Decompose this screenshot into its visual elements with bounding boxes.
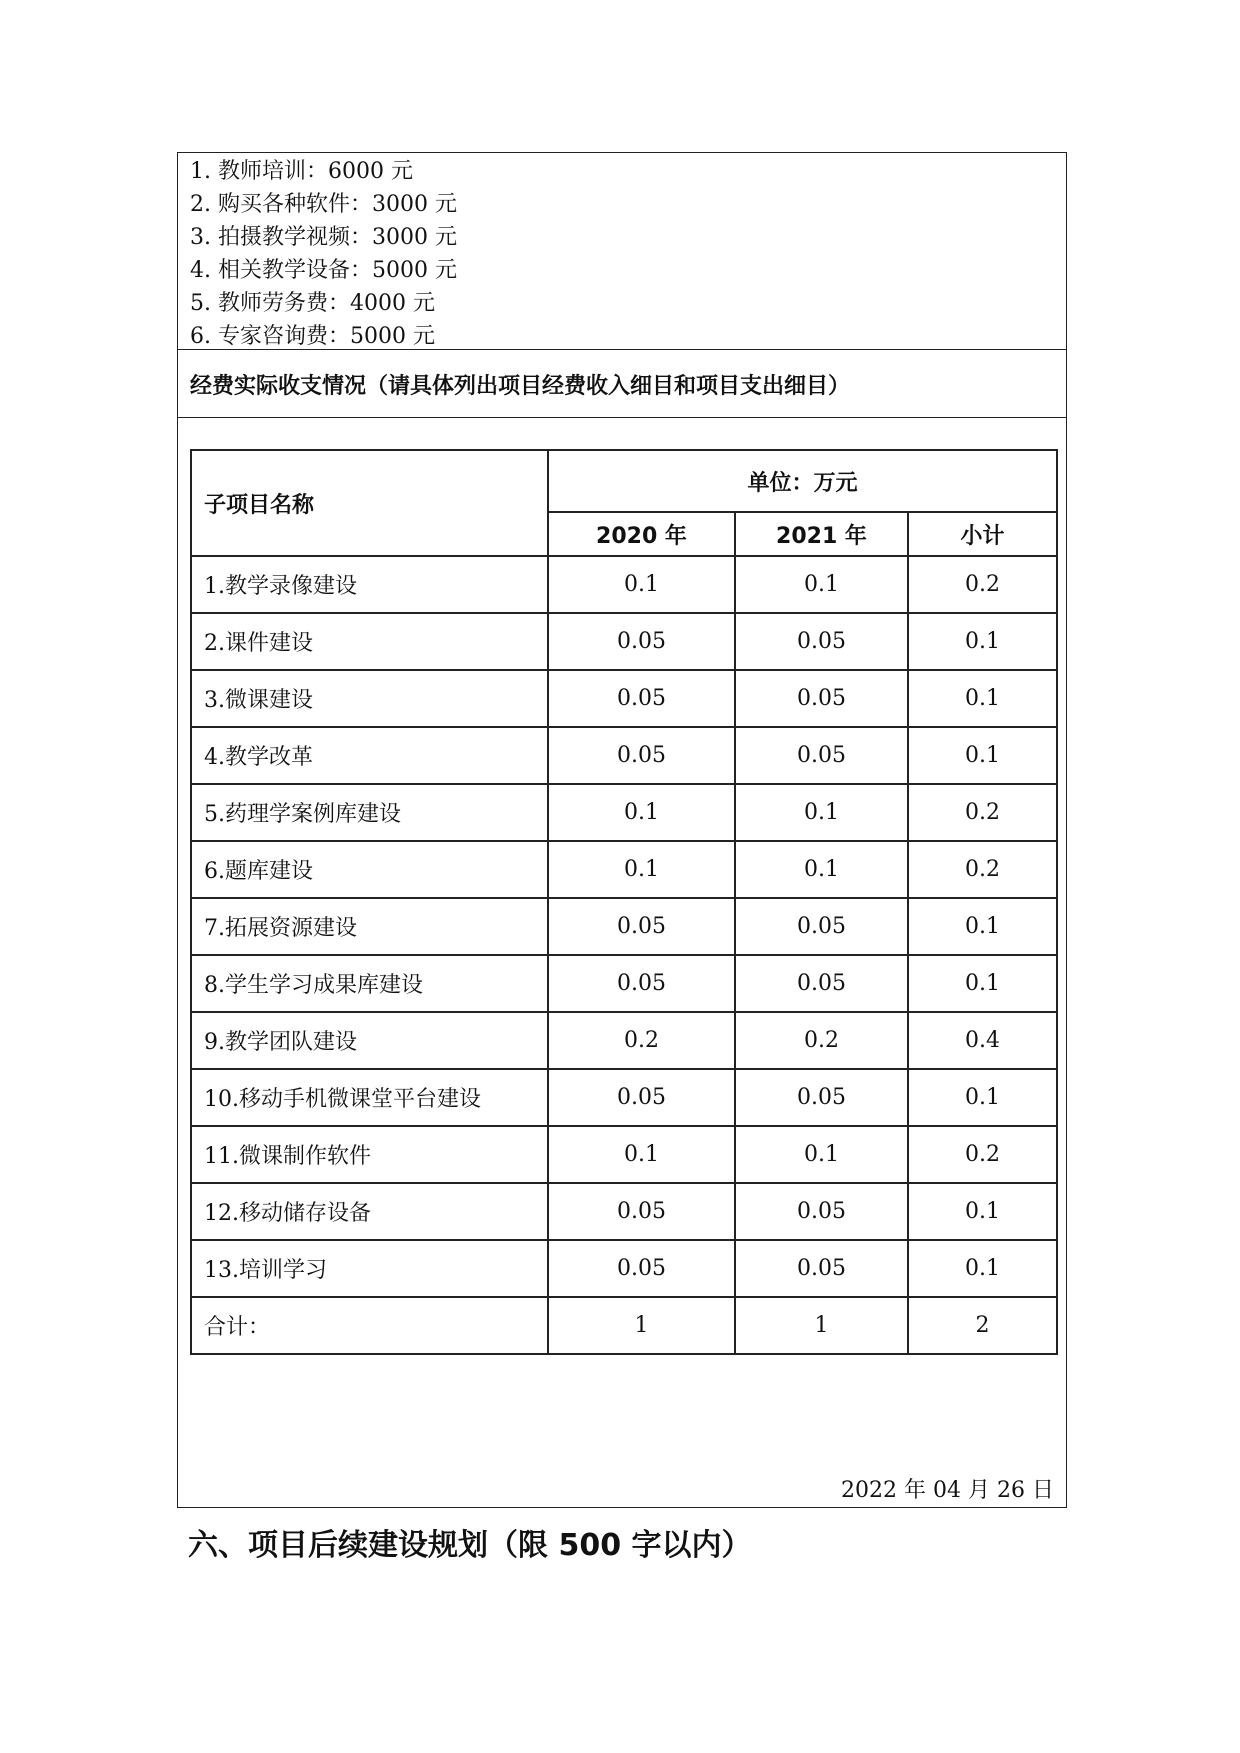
table-row — [191, 1240, 1057, 1297]
cell-2020: 0.1 — [548, 1126, 735, 1183]
table-row — [191, 670, 1057, 727]
cell-2020: 0.1 — [548, 556, 735, 613]
cell-2021: 0.1 — [735, 784, 908, 841]
cell-2020: 0.1 — [548, 841, 735, 898]
table-row — [191, 1069, 1057, 1126]
cell-name: 11.微课制作软件 — [191, 1126, 548, 1183]
header-2021: 2021 年 — [735, 512, 908, 556]
cell-subtotal: 0.1 — [908, 898, 1057, 955]
budget-plan-list — [190, 155, 457, 353]
budget-item: 1. 教师培训：6000 元 — [190, 159, 413, 184]
budget-item: 3. 拍摄教学视频：3000 元 — [190, 225, 457, 250]
cell-subtotal: 0.2 — [908, 784, 1057, 841]
table-row — [191, 784, 1057, 841]
budget-item: 5. 教师劳务费：4000 元 — [190, 291, 435, 316]
table-row — [191, 613, 1057, 670]
cell-2021: 0.05 — [735, 613, 908, 670]
cell-2020: 0.05 — [548, 955, 735, 1012]
cell-subtotal: 0.1 — [908, 1069, 1057, 1126]
cell-2020: 0.1 — [548, 784, 735, 841]
cell-subtotal: 0.1 — [908, 1183, 1057, 1240]
table-row — [191, 1183, 1057, 1240]
cell-subtotal: 0.1 — [908, 613, 1057, 670]
cell-subtotal: 0.1 — [908, 1240, 1057, 1297]
cell-subtotal: 0.1 — [908, 955, 1057, 1012]
header-subproject-name: 子项目名称 — [191, 450, 548, 556]
cell-2020: 0.05 — [548, 1240, 735, 1297]
cell-2021: 0.05 — [735, 955, 908, 1012]
cell-name: 2.课件建设 — [191, 613, 548, 670]
report-date: 2022 年 04 月 26 日 — [841, 1478, 1054, 1503]
table-row — [191, 898, 1057, 955]
total-row — [191, 1297, 1057, 1354]
cell-name: 4.教学改革 — [191, 727, 548, 784]
header-2020: 2020 年 — [548, 512, 735, 556]
form-frame — [177, 152, 1067, 1508]
cell-2021: 0.05 — [735, 1240, 908, 1297]
divider — [178, 349, 1066, 350]
cell-2020: 0.05 — [548, 670, 735, 727]
cell-name: 7.拓展资源建设 — [191, 898, 548, 955]
cell-subtotal: 0.2 — [908, 556, 1057, 613]
cell-2021: 0.1 — [735, 841, 908, 898]
cell-2020: 0.05 — [548, 898, 735, 955]
expenditure-table — [190, 449, 1058, 1355]
cell-subtotal: 0.1 — [908, 670, 1057, 727]
cell-2020: 0.05 — [548, 1069, 735, 1126]
cell-name: 8.学生学习成果库建设 — [191, 955, 548, 1012]
header-subtotal: 小计 — [908, 512, 1057, 556]
cell-2021: 0.05 — [735, 1183, 908, 1240]
cell-name: 13.培训学习 — [191, 1240, 548, 1297]
budget-item: 2. 购买各种软件：3000 元 — [190, 192, 457, 217]
cell-2020: 0.05 — [548, 613, 735, 670]
cell-subtotal: 0.2 — [908, 1126, 1057, 1183]
cell-name: 9.教学团队建设 — [191, 1012, 548, 1069]
cell-2021: 0.05 — [735, 1069, 908, 1126]
table-row — [191, 841, 1057, 898]
cell-total-2021: 1 — [735, 1297, 908, 1354]
cell-2021: 0.05 — [735, 727, 908, 784]
cell-2021: 0.05 — [735, 898, 908, 955]
cell-2020: 0.05 — [548, 1183, 735, 1240]
cell-name: 6.题库建设 — [191, 841, 548, 898]
cell-total-subtotal: 2 — [908, 1297, 1057, 1354]
header-unit: 单位：万元 — [548, 450, 1057, 512]
budget-item: 4. 相关教学设备：5000 元 — [190, 258, 457, 283]
cell-subtotal: 0.1 — [908, 727, 1057, 784]
cell-subtotal: 0.4 — [908, 1012, 1057, 1069]
cell-2021: 0.1 — [735, 1126, 908, 1183]
budget-item: 6. 专家咨询费：5000 元 — [190, 324, 435, 349]
cell-2020: 0.05 — [548, 727, 735, 784]
cell-2021: 0.1 — [735, 556, 908, 613]
table-row — [191, 955, 1057, 1012]
cell-total-2020: 1 — [548, 1297, 735, 1354]
cell-2021: 0.05 — [735, 670, 908, 727]
table-row — [191, 556, 1057, 613]
next-section-heading: 六、项目后续建设规划（限 500 字以内） — [188, 1528, 752, 1563]
table-row — [191, 1012, 1057, 1069]
cell-subtotal: 0.2 — [908, 841, 1057, 898]
section-heading: 经费实际收支情况（请具体列出项目经费收入细目和项目支出细目） — [190, 374, 851, 399]
cell-name: 10.移动手机微课堂平台建设 — [191, 1069, 548, 1126]
cell-name: 1.教学录像建设 — [191, 556, 548, 613]
cell-total-label: 合计： — [191, 1297, 548, 1354]
table-row — [191, 1126, 1057, 1183]
divider — [178, 417, 1066, 418]
cell-2021: 0.2 — [735, 1012, 908, 1069]
cell-name: 12.移动储存设备 — [191, 1183, 548, 1240]
cell-2020: 0.2 — [548, 1012, 735, 1069]
cell-name: 3.微课建设 — [191, 670, 548, 727]
table-row — [191, 727, 1057, 784]
cell-name: 5.药理学案例库建设 — [191, 784, 548, 841]
